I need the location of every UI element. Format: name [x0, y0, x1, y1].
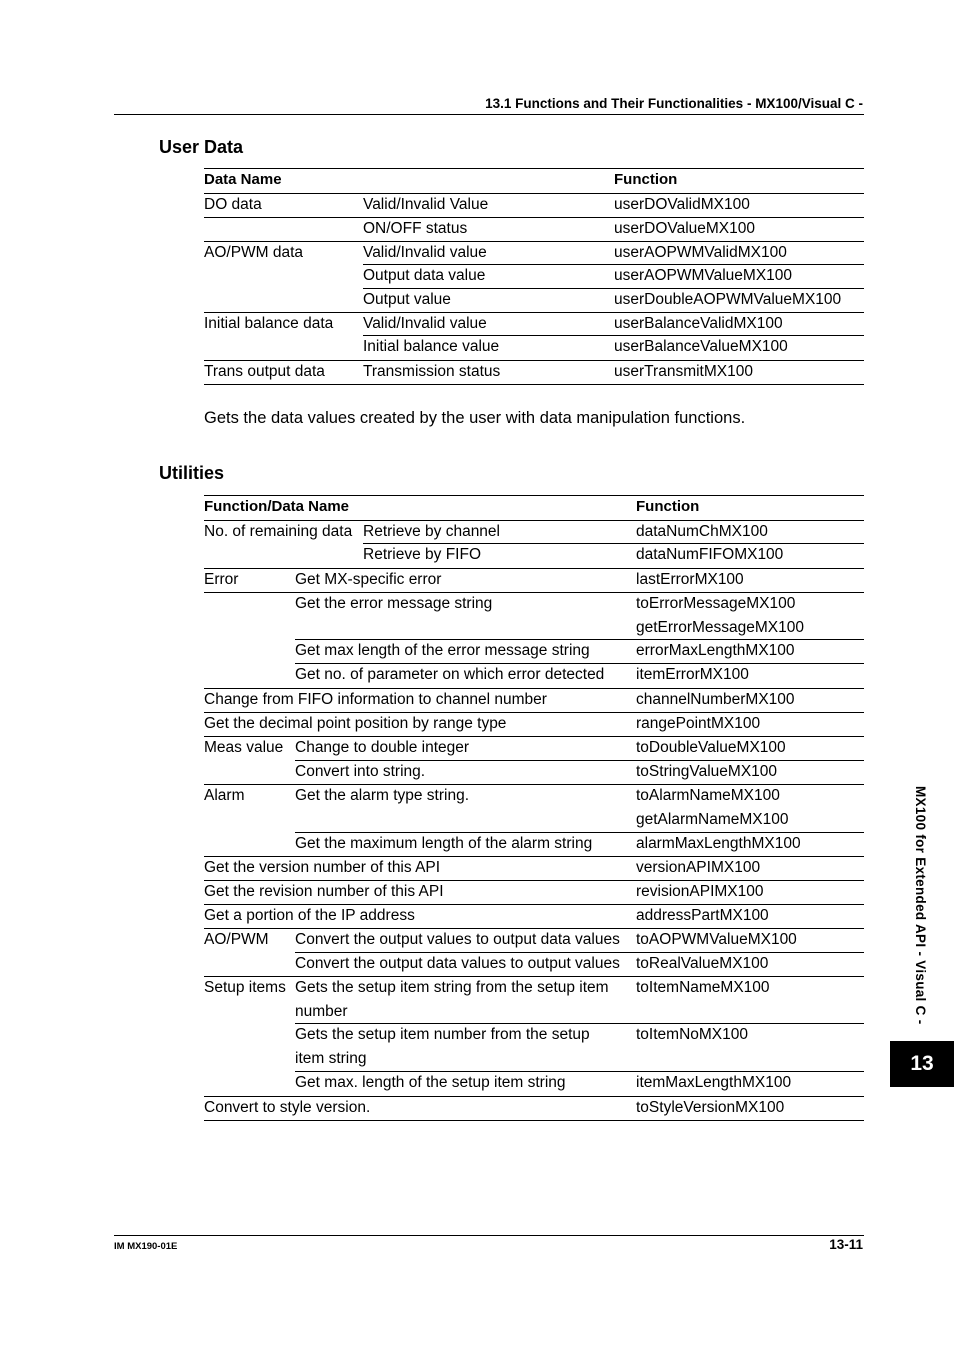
cell-item: Get the alarm type string. — [295, 787, 470, 804]
cell-item: Valid/Invalid Value — [363, 196, 489, 213]
table-row — [204, 857, 864, 881]
cell-function: toStyleVersionMX100 — [636, 1099, 785, 1116]
chapter-tab: 13 — [890, 1041, 954, 1087]
cell-function: lastErrorMX100 — [636, 571, 744, 588]
cell-function: dataNumChMX100 — [636, 523, 768, 540]
cell-item: Get max length of the error message string — [295, 642, 590, 659]
table-row — [204, 242, 864, 265]
table-row — [204, 569, 864, 593]
cell-function: toAlarmNameMX100 — [636, 787, 780, 804]
cell-name: Alarm — [204, 787, 245, 804]
cell-function: toStringValueMX100 — [636, 763, 778, 780]
cell-item: Convert the output data values to output values — [295, 955, 620, 972]
cell-name: Get the version number of this API — [204, 859, 441, 876]
cell-item: Change to double integer — [295, 739, 470, 756]
cell-data-name: DO data — [204, 196, 262, 213]
cell-name: No. of remaining data — [204, 523, 353, 540]
cell-item: Get MX-specific error — [295, 571, 442, 588]
header-function-data-name: Function/Data Name — [204, 498, 350, 515]
cell-function: userBalanceValidMX100 — [614, 315, 783, 332]
chapter-side-title: MX100 for Extended API - Visual C - — [913, 786, 928, 1025]
cell-item: Convert the output values to output data values — [295, 931, 620, 948]
cell-function: userBalanceValueMX100 — [614, 338, 788, 355]
cell-function: errorMaxLengthMX100 — [636, 642, 795, 659]
cell-item: Output data value — [363, 267, 486, 284]
cell-function: userAOPWMValidMX100 — [614, 244, 787, 261]
table-header — [204, 495, 864, 521]
table-row — [204, 833, 864, 857]
cell-function: toItemNameMX100 — [636, 979, 770, 996]
table-row — [204, 336, 864, 361]
cell-item: Retrieve by FIFO — [363, 546, 481, 563]
cell-name: AO/PWM — [204, 931, 269, 948]
table-row — [204, 289, 864, 313]
cell-function: userDOValidMX100 — [614, 196, 750, 213]
cell-item: Output value — [363, 291, 451, 308]
cell-function: versionAPIMX100 — [636, 859, 761, 876]
cell-name: Convert to style version. — [204, 1099, 371, 1116]
table-row — [204, 194, 864, 218]
footer-rule — [114, 1235, 864, 1236]
cell-function: toRealValueMX100 — [636, 955, 769, 972]
running-header: 13.1 Functions and Their Functionalities - MX100/Visual C - — [485, 96, 863, 111]
table-row — [204, 361, 864, 385]
cell-name: Meas value — [204, 739, 284, 756]
table-header — [204, 168, 864, 194]
table-row — [204, 977, 864, 1024]
table-row — [204, 905, 864, 929]
cell-function: toAOPWMValueMX100 — [636, 931, 797, 948]
table-row — [204, 785, 864, 833]
cell-function-alt: getAlarmNameMX100 — [636, 811, 789, 828]
cell-name: Error — [204, 571, 239, 588]
cell-function: itemErrorMX100 — [636, 666, 749, 683]
header-rule — [114, 114, 864, 115]
cell-function: toItemNoMX100 — [636, 1026, 748, 1043]
cell-function: userTransmitMX100 — [614, 363, 753, 380]
header-function: Function — [636, 498, 700, 515]
cell-function: userDoubleAOPWMValueMX100 — [614, 291, 842, 308]
cell-item: Gets the setup item string from the setup item number — [295, 979, 609, 1020]
cell-item: Get the error message string — [295, 595, 493, 612]
table-row — [204, 953, 864, 977]
cell-function: userDOValueMX100 — [614, 220, 756, 237]
cell-data-name: AO/PWM data — [204, 244, 304, 261]
cell-function: addressPartMX100 — [636, 907, 769, 924]
cell-data-name: Trans output data — [204, 363, 325, 380]
cell-item: Transmission status — [363, 363, 501, 380]
user-data-title: User Data — [159, 137, 244, 157]
cell-item: ON/OFF status — [363, 220, 468, 237]
table-row — [204, 593, 864, 640]
cell-function: toDoubleValueMX100 — [636, 739, 786, 756]
cell-function: revisionAPIMX100 — [636, 883, 764, 900]
document-id: IM MX190-01E — [114, 1241, 178, 1252]
table-row — [204, 218, 864, 242]
table-row — [204, 761, 864, 785]
cell-item: Get max. length of the setup item string — [295, 1074, 566, 1091]
cell-name: Setup items — [204, 979, 286, 996]
table-row — [204, 640, 864, 664]
page-number: 13-11 — [829, 1237, 863, 1252]
table-row — [204, 1024, 864, 1072]
cell-name: Change from FIFO information to channel number — [204, 691, 547, 708]
cell-item: Initial balance value — [363, 338, 500, 355]
cell-data-name: Initial balance data — [204, 315, 334, 332]
table-row — [204, 881, 864, 905]
table-row — [204, 929, 864, 953]
header-data-name: Data Name — [204, 171, 282, 188]
table-row — [204, 544, 864, 569]
cell-item: Convert into string. — [295, 763, 426, 780]
cell-item: Valid/Invalid value — [363, 315, 487, 332]
cell-function: rangePointMX100 — [636, 715, 761, 732]
cell-name: Get the revision number of this API — [204, 883, 444, 900]
utilities-table — [204, 495, 864, 1121]
cell-name: Get the decimal point position by range type — [204, 715, 507, 732]
cell-function: toErrorMessageMX100 — [636, 595, 796, 612]
user-data-description: Gets the data values created by the user with data manipulation functions. — [204, 409, 746, 427]
cell-function: channelNumberMX100 — [636, 691, 795, 708]
table-row — [204, 1097, 864, 1121]
cell-function: itemMaxLengthMX100 — [636, 1074, 792, 1091]
cell-item: Valid/Invalid value — [363, 244, 487, 261]
cell-function-alt: getErrorMessageMX100 — [636, 619, 804, 636]
cell-item: Gets the setup item number from the setup item string — [295, 1026, 590, 1067]
cell-name: Get a portion of the IP address — [204, 907, 415, 924]
cell-item: Retrieve by channel — [363, 523, 500, 540]
user-data-table — [204, 168, 864, 385]
table-row — [204, 713, 864, 737]
cell-item: Get no. of parameter on which error detected — [295, 666, 605, 683]
cell-item: Get the maximum length of the alarm string — [295, 835, 593, 852]
table-row — [204, 521, 864, 544]
header-function: Function — [614, 171, 678, 188]
table-row — [204, 1072, 864, 1097]
table-row — [204, 689, 864, 713]
cell-function: dataNumFIFOMX100 — [636, 546, 784, 563]
table-row — [204, 265, 864, 289]
cell-function: alarmMaxLengthMX100 — [636, 835, 801, 852]
table-row — [204, 737, 864, 761]
cell-function: userAOPWMValueMX100 — [614, 267, 793, 284]
table-row — [204, 664, 864, 689]
utilities-title: Utilities — [159, 463, 225, 483]
table-row — [204, 313, 864, 336]
